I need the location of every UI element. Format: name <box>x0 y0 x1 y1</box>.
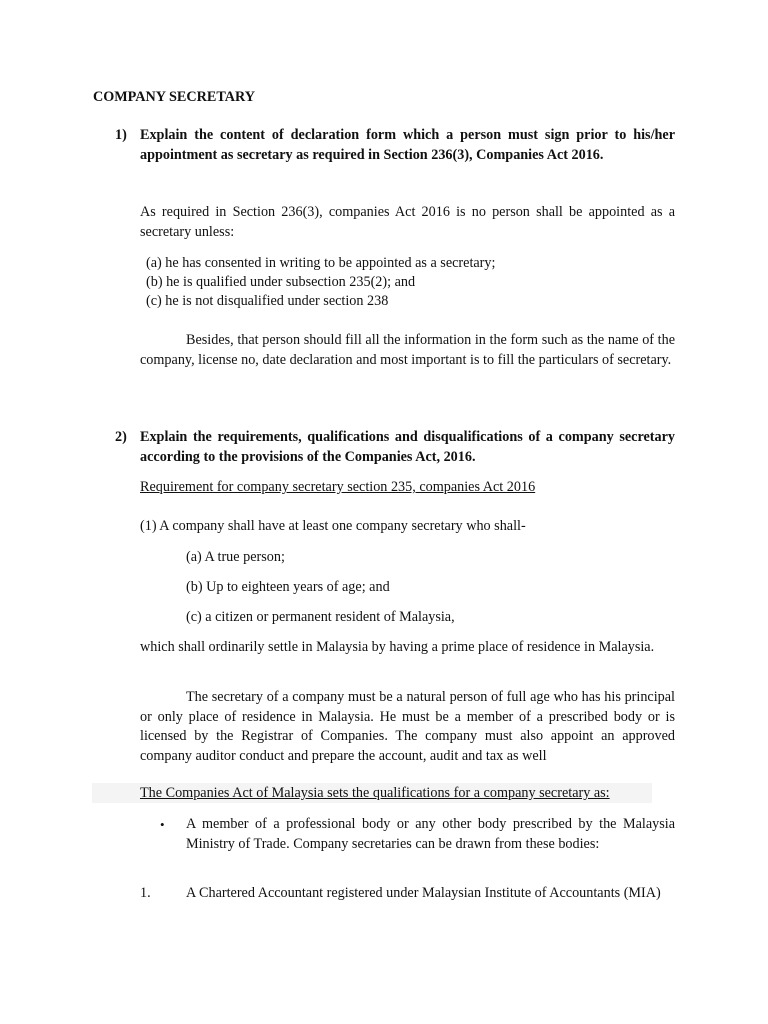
qualification-heading: The Companies Act of Malaysia sets the qualifications for a company secretary as: <box>140 785 610 801</box>
q1-intro: As required in Section 236(3), companies Act 2016 is no person shall be appointed as a secretary unless: <box>140 204 675 240</box>
q1-list-item-a: (a) he has consented in writing to be appointed as a secretary; <box>146 255 496 271</box>
clause-sub-a: (a) A true person; <box>186 549 285 565</box>
list-item-number: 1. <box>140 885 151 901</box>
list-item-text: A Chartered Accountant registered under Malaysian Institute of Accountants (MIA) <box>186 885 661 901</box>
clause-sub-c: (c) a citizen or permanent resident of Malaysia, <box>186 609 455 625</box>
clause-1: (1) A company shall have at least one company secretary who shall- <box>140 518 526 534</box>
q1-number: 1) <box>115 127 127 143</box>
requirement-heading: Requirement for company secretary section 235, companies Act 2016 <box>140 479 536 495</box>
q1-besides-paragraph: Besides, that person should fill all the information in the form such as the name of the company, license no, date declaration and most important is to fill the particulars of secretary. <box>140 332 675 368</box>
document-title: COMPANY SECRETARY <box>93 89 255 105</box>
q2-number: 2) <box>115 429 127 445</box>
q1-list-item-b: (b) he is qualified under subsection 235(2); and <box>146 274 416 290</box>
q1-list-item-c: (c) he is not disqualified under section 238 <box>146 293 389 309</box>
bullet-icon: • <box>160 817 165 832</box>
q1-question: Explain the content of declaration form which a person must sign prior to his/her appointment as secretary as required in Section 236(3), Companies Act 2016. <box>140 127 675 163</box>
q2-question: Explain the requirements, qualifications and disqualifications of a company secretary according to the provisions of the Companies Act, 2016. <box>140 429 675 465</box>
bullet-paragraph: A member of a professional body or any other body prescribed by the Malaysia Ministry of Trade. Company secretaries can be drawn from these bodies: <box>186 816 675 852</box>
clause-sub-b: (b) Up to eighteen years of age; and <box>186 579 390 595</box>
natural-person-paragraph: The secretary of a company must be a natural person of full age who has his principal or only place of residence in Malaysia. He must be a member of a prescribed body or is licensed by the Registrar of Companies. The company must also appoint an approved company auditor conduct and prepare the account, audit and tax as well <box>140 689 675 764</box>
settle-paragraph: which shall ordinarily settle in Malaysia by having a prime place of residence in Malaysia. <box>140 639 655 655</box>
